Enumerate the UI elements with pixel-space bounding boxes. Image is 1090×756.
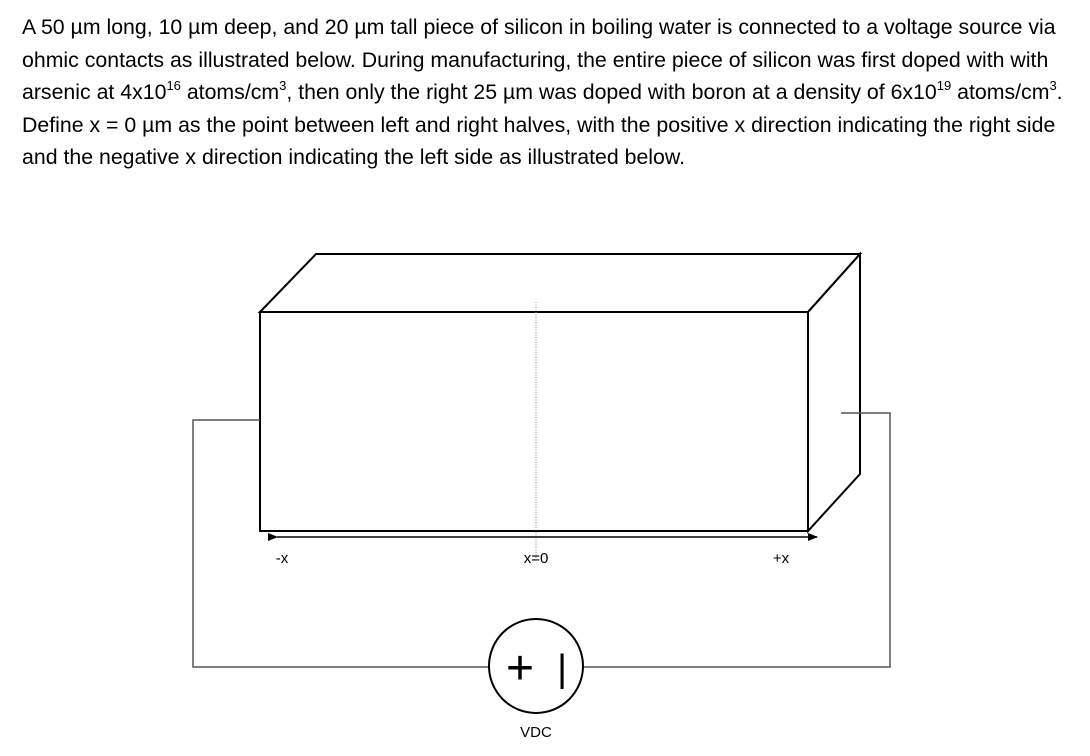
arsenic-units: atoms/cm: [180, 80, 280, 105]
right-wire: [583, 413, 890, 667]
plus-x-label: +x: [772, 550, 790, 567]
block-side-face: [808, 254, 860, 531]
problem-middle: , then only the right 25 µm was doped with boron at a density of 6x10: [286, 80, 937, 105]
voltage-source-circle: [489, 619, 583, 713]
left-wire: [193, 420, 489, 667]
vdc-label: VDC: [520, 724, 552, 741]
block-front-face: [260, 312, 808, 531]
arsenic-exponent: 16: [166, 78, 181, 94]
minus-x-label: -x: [275, 550, 289, 567]
silicon-block: [260, 254, 860, 531]
cube-exponent: 3: [1049, 78, 1057, 94]
problem-intro: A 50 µm long, 10 µm deep, and 20 µm tall piece of silicon in boiling water is connected to a voltage source via ohmic contacts as illustrated below. During manufacturing, the entire piece of silicon was first doped with with arsenic at 4x10: [22, 15, 1056, 105]
boron-units: atoms/cm: [951, 80, 1050, 105]
source-minus-symbol: |: [557, 648, 567, 690]
block-top-face: [260, 254, 860, 312]
x0-label: x=0: [523, 550, 549, 567]
cube-exponent: 3: [279, 78, 287, 94]
voltage-source: [489, 619, 583, 713]
source-plus-symbol: +: [505, 642, 535, 695]
boron-exponent: 19: [936, 78, 952, 94]
problem-ending: . Define x = 0 µm as the point between left and right halves, with the positive x direction indicating the right side and the negative x direction indicating the left side as illustrated below.: [22, 80, 1063, 170]
